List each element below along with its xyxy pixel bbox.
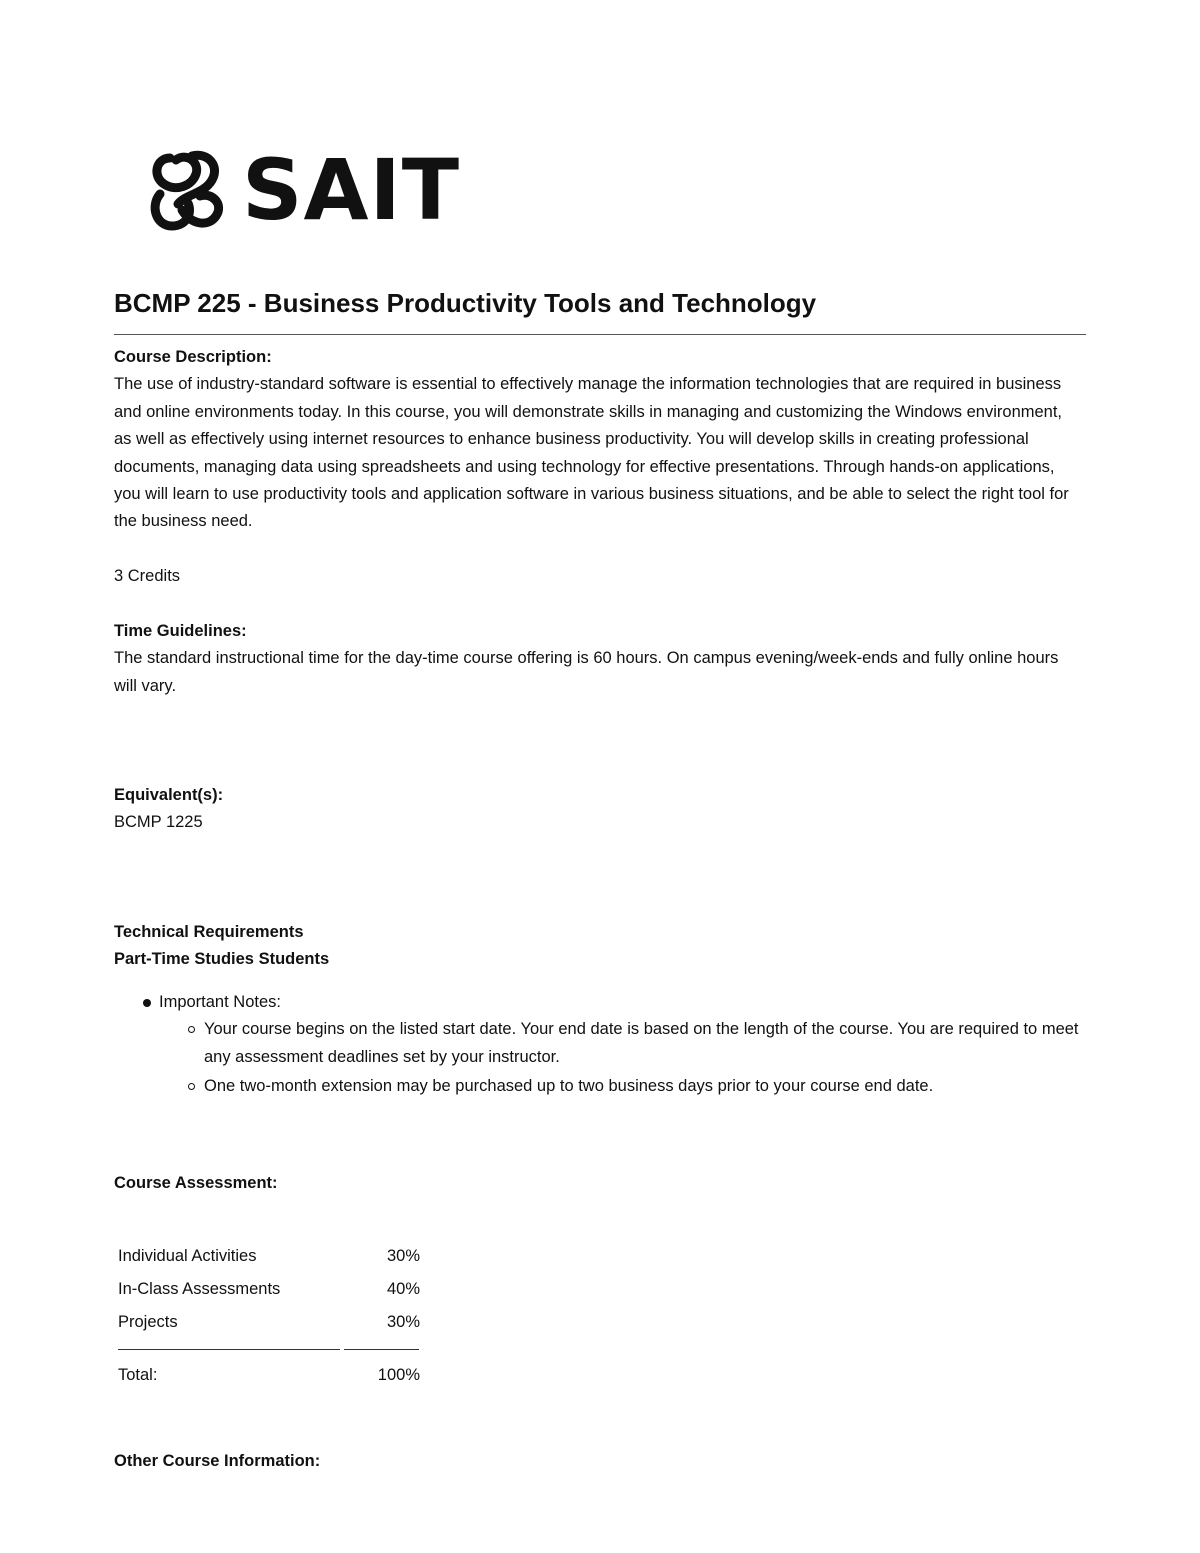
sait-wordmark: SAIT xyxy=(242,141,461,239)
course-assessment-heading: Course Assessment: xyxy=(114,1174,278,1192)
technical-requirements-heading: Technical Requirements xyxy=(114,923,304,941)
table-row xyxy=(118,1276,424,1309)
list-item: One two-month extension may be purchased up to two business days prior to your course end date. xyxy=(159,1073,1084,1100)
other-course-information-label: Other Course Information: xyxy=(114,1452,321,1470)
notes-list xyxy=(114,989,1084,1101)
assessment-name: Projects xyxy=(118,1313,178,1331)
important-notes-label: Important Notes: xyxy=(159,992,281,1011)
equivalents-value: BCMP 1225 xyxy=(114,813,203,832)
list-item xyxy=(114,989,1084,1101)
assessment-name: Individual Activities xyxy=(118,1247,257,1265)
course-description-label: Course Description: xyxy=(114,348,272,366)
table-row xyxy=(118,1309,424,1342)
total-label: Total: xyxy=(118,1366,158,1384)
part-time-students-heading: Part-Time Studies Students xyxy=(114,950,330,969)
sait-logo xyxy=(146,141,461,239)
course-assessment-label xyxy=(114,1170,1084,1197)
course-description-section xyxy=(114,344,1084,536)
assessment-weight: 30% xyxy=(386,1313,420,1331)
time-guidelines-text: The standard instructional time for the day-time course offering is 60 hours. On campus evening/week-ends and fully online hours will vary. xyxy=(114,649,1059,695)
credits: 3 Credits xyxy=(114,567,181,585)
assessment-name: In-Class Assessments xyxy=(118,1280,281,1298)
assessment-weight: 30% xyxy=(386,1247,420,1265)
equivalents-label: Equivalent(s): xyxy=(114,786,224,804)
course-title: BCMP 225 - Business Productivity Tools and Technology xyxy=(114,288,817,318)
equivalents-section xyxy=(114,782,1084,837)
table-row-total xyxy=(118,1362,424,1395)
technical-requirements-section xyxy=(114,919,1084,1100)
time-guidelines-label: Time Guidelines: xyxy=(114,622,247,640)
total-divider xyxy=(118,1342,424,1356)
sait-knot-icon xyxy=(146,148,226,234)
assessment-weight: 40% xyxy=(386,1280,420,1298)
title-divider xyxy=(114,334,1086,335)
course-description-text: The use of industry-standard software is essential to effectively manage the information technologies that are required in business and online environments today. In this course, you will demonstrate skills in managing and customizing the Windows environment, as well as effectively using internet resources to enhance business productivity. You will develop skills in creating professional documents, managing data using spreadsheets and using technology for effective presentations. Through hands-on applications, you will learn to use productivity tools and application software in various business situations, and be able to select the right tool for the business need. xyxy=(114,375,1069,531)
notes-sublist xyxy=(159,1016,1084,1100)
table-row xyxy=(118,1243,424,1276)
time-guidelines-section xyxy=(114,618,1084,700)
list-item: Your course begins on the listed start date. Your end date is based on the length of the course. You are required to meet any assessment deadlines set by your instructor. xyxy=(159,1016,1084,1071)
total-value: 100% xyxy=(377,1366,420,1384)
assessment-table xyxy=(118,1243,424,1395)
other-course-information-section xyxy=(114,1448,1084,1475)
